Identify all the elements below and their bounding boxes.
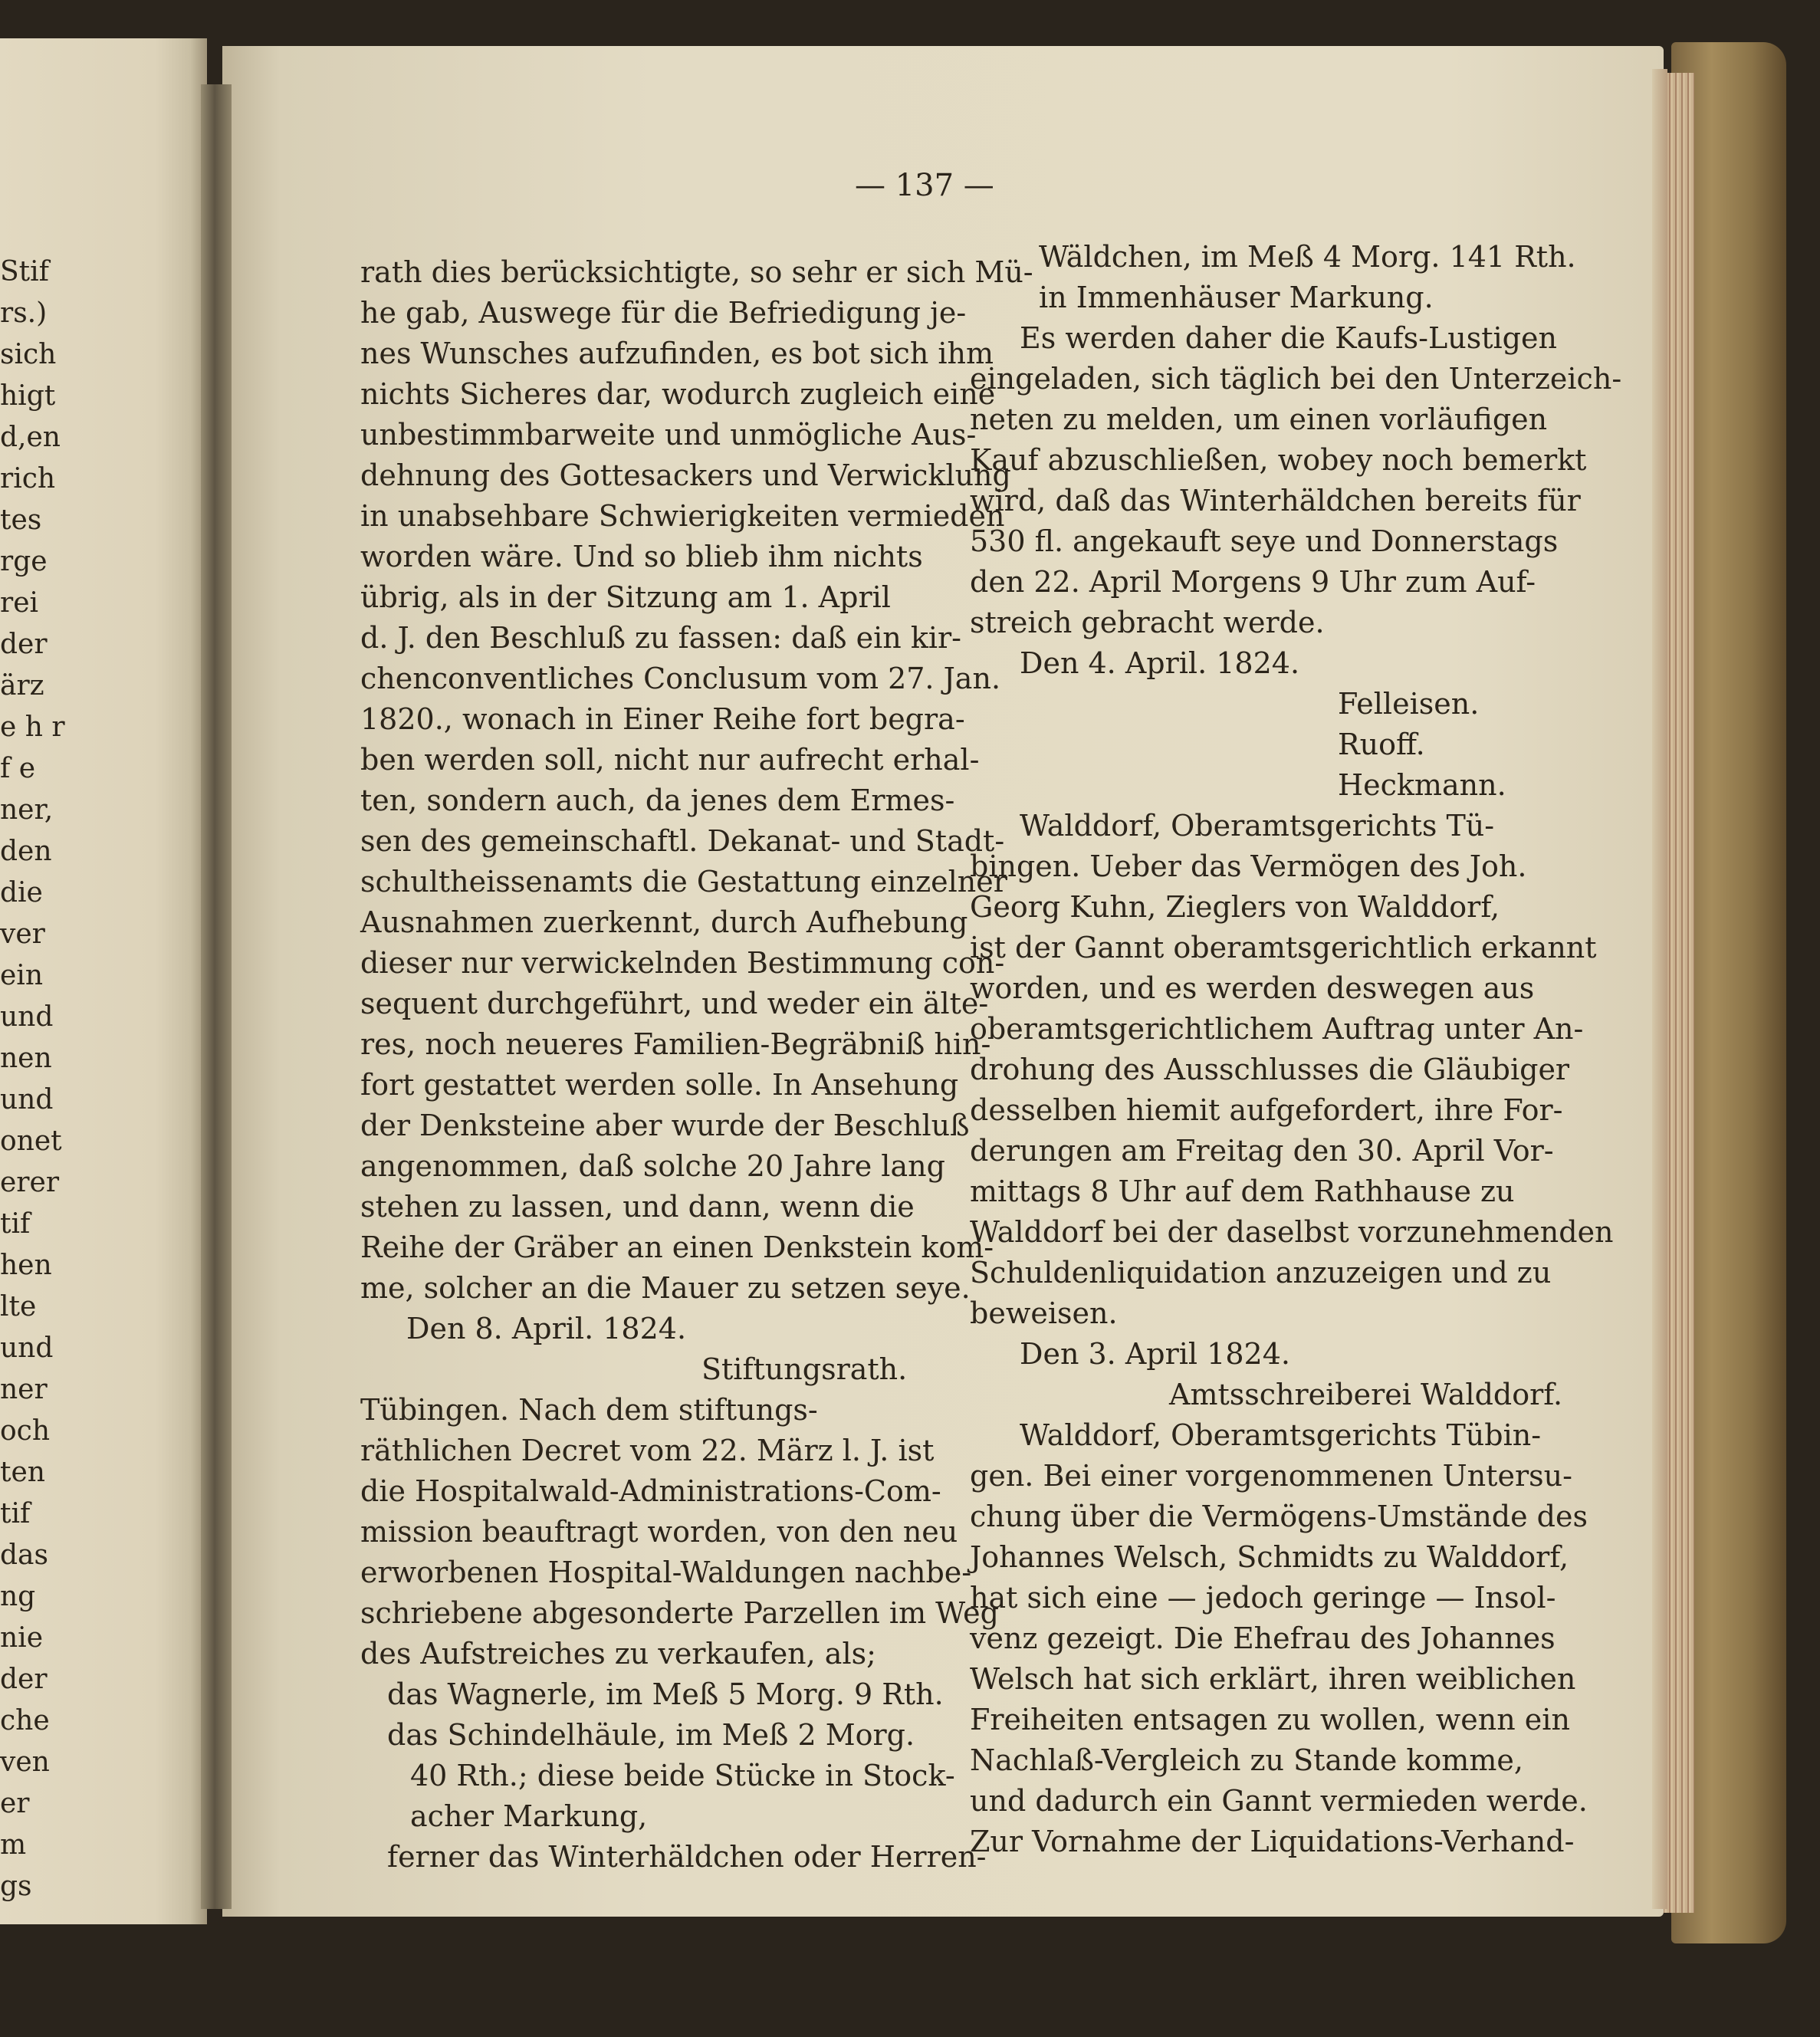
margin-fragment: ner,: [0, 794, 54, 826]
margin-fragment: nie: [0, 1622, 44, 1654]
margin-fragment: higt: [0, 380, 56, 412]
right-column-line: derungen am Freitag den 30. April Vor-: [970, 1134, 1554, 1168]
left-column-line: sen des gemeinschaftl. Dekanat- und Stadt-: [360, 824, 1005, 858]
right-column-line: beweisen.: [970, 1296, 1118, 1330]
margin-fragment: sich: [0, 339, 57, 370]
right-column-line: und dadurch ein Gannt vermieden werde.: [970, 1784, 1588, 1818]
margin-fragment: che: [0, 1705, 50, 1736]
right-column-line: Welsch hat sich erklärt, ihren weiblichen: [970, 1662, 1576, 1696]
margin-fragment: ten: [0, 1457, 45, 1488]
left-column-line: Reihe der Gräber an einen Denkstein kom-: [360, 1230, 994, 1264]
left-column-line: räthlichen Decret vom 22. März l. J. ist: [360, 1434, 935, 1467]
margin-fragment: und: [0, 1001, 54, 1033]
left-column-line: das Wagnerle, im Meß 5 Morg. 9 Rth.: [387, 1677, 944, 1711]
right-column-dateline: Den 3. April 1824.: [1020, 1337, 1290, 1371]
right-column-line: hat sich eine — jedoch geringe — Insol-: [970, 1581, 1556, 1615]
margin-fragment: der: [0, 629, 48, 660]
margin-fragment: und: [0, 1332, 54, 1364]
right-column-line: Es werden daher die Kaufs-Lustigen: [1020, 321, 1557, 355]
left-column-line: Tübingen. Nach dem stiftungs-: [360, 1393, 818, 1427]
left-column-dateline: Den 8. April. 1824.: [406, 1312, 687, 1345]
page-number: — 137 —: [855, 168, 994, 203]
right-column-line: Nachlaß-Vergleich zu Stande komme,: [970, 1743, 1523, 1777]
left-column-line: he gab, Auswege für die Befriedigung je-: [360, 296, 967, 330]
left-column-line: 1820., wonach in Einer Reihe fort begra-: [360, 702, 965, 736]
margin-fragment: die: [0, 877, 43, 908]
right-column-line: Zur Vornahme der Liquidations-Verhand-: [970, 1825, 1575, 1858]
left-column-line: d. J. den Beschluß zu fassen: daß ein kir-: [360, 621, 962, 655]
margin-fragment: f e: [0, 753, 36, 784]
right-column-signature: Amtsschreiberei Walddorf.: [1169, 1378, 1563, 1411]
right-column-line: streich gebracht werde.: [970, 606, 1325, 639]
left-column-line: dehnung des Gottesackers und Verwicklung: [360, 458, 1011, 492]
left-column-line: mission beauftragt worden, von den neu: [360, 1515, 958, 1549]
right-column-line: chung über die Vermögens-Umstände des: [970, 1500, 1588, 1533]
right-column-line: Freiheiten entsagen zu wollen, wenn ein: [970, 1703, 1570, 1736]
right-column-line: Kauf abzuschließen, wobey noch bemerkt: [970, 443, 1587, 477]
left-column-line: angenommen, daß solche 20 Jahre lang: [360, 1149, 945, 1183]
margin-fragment: tes: [0, 504, 42, 536]
right-column-line: venz gezeigt. Die Ehefrau des Johannes: [970, 1621, 1556, 1655]
left-column-line: dieser nur verwickelnden Bestimmung con-: [360, 946, 1005, 980]
left-column-line: res, noch neueres Familien-Begräbniß hin-: [360, 1027, 991, 1061]
left-column-line: acher Markung,: [410, 1799, 648, 1833]
right-column-line: wird, daß das Winterhäldchen bereits für: [970, 484, 1581, 517]
left-column-line: ben werden soll, nicht nur aufrecht erhal-: [360, 743, 980, 777]
right-column-line: drohung des Ausschlusses die Gläubiger: [970, 1053, 1570, 1086]
margin-fragment: erer: [0, 1167, 60, 1198]
right-column-line: mittags 8 Uhr auf dem Rathhause zu: [970, 1175, 1515, 1208]
right-column-line: oberamtsgerichtlichem Auftrag unter An-: [970, 1012, 1584, 1046]
right-column-signature: Ruoff.: [1338, 728, 1425, 761]
margin-fragment: rge: [0, 546, 48, 577]
margin-fragment: ärz: [0, 670, 44, 701]
left-column-line: die Hospitalwald-Administrations-Com-: [360, 1474, 941, 1508]
left-column-line: nichts Sicheres dar, wodurch zugleich eine: [360, 377, 996, 411]
left-column-line: der Denksteine aber wurde der Beschluß: [360, 1109, 970, 1142]
left-column-line: unbestimmbarweite und unmögliche Aus-: [360, 418, 977, 452]
book-gutter: [201, 84, 232, 1909]
right-column-signature: Felleisen.: [1338, 687, 1480, 721]
margin-fragment: ein: [0, 960, 44, 991]
right-column-line: ist der Gannt oberamtsgerichtlich erkannt: [970, 931, 1597, 964]
left-column-line: 40 Rth.; diese beide Stücke in Stock-: [410, 1759, 955, 1792]
right-column-line: bingen. Ueber das Vermögen des Joh.: [970, 849, 1527, 883]
right-page-edge: [1652, 69, 1667, 1909]
right-column-line: Georg Kuhn, Zieglers von Walddorf,: [970, 890, 1500, 924]
margin-fragment: onet: [0, 1125, 62, 1157]
margin-fragment: gs: [0, 1871, 32, 1902]
right-column-line: Walddorf, Oberamtsgerichts Tübin-: [1020, 1418, 1542, 1452]
right-column-line: 530 fl. angekauft seye und Donnerstags: [970, 524, 1559, 558]
left-column-line: erworbenen Hospital-Waldungen nachbe-: [360, 1556, 972, 1589]
left-column-line: sequent durchgeführt, und weder ein älte-: [360, 987, 989, 1020]
margin-fragment: och: [0, 1415, 51, 1447]
left-column-line: stehen zu lassen, und dann, wenn die: [360, 1190, 915, 1224]
margin-fragment: tif: [0, 1498, 31, 1529]
left-column-line: übrig, als in der Sitzung am 1. April: [360, 580, 891, 614]
margin-fragment: m: [0, 1829, 27, 1861]
right-column-line: gen. Bei einer vorgenommenen Untersu-: [970, 1459, 1572, 1493]
left-column-line: worden wäre. Und so blieb ihm nichts: [360, 540, 923, 573]
margin-fragment: rs.): [0, 297, 48, 329]
left-column-line: das Schindelhäule, im Meß 2 Morg.: [387, 1718, 915, 1752]
right-column-signature: Heckmann.: [1338, 768, 1506, 802]
margin-fragment: d,en: [0, 422, 61, 453]
left-column-line: ten, sondern auch, da jenes dem Ermes-: [360, 784, 955, 817]
left-column-line: Ausnahmen zuerkennt, durch Aufhebung: [360, 905, 968, 939]
left-column-line: schultheissenamts die Gestattung einzelner: [360, 865, 1007, 899]
margin-fragment: ner: [0, 1374, 48, 1405]
margin-fragment: rei: [0, 587, 39, 619]
margin-fragment: nen: [0, 1043, 52, 1074]
margin-fragment: den: [0, 836, 52, 867]
margin-fragment: lte: [0, 1291, 37, 1322]
left-column-line: des Aufstreiches zu verkaufen, als;: [360, 1637, 876, 1671]
right-column-line: desselben hiemit aufgefordert, ihre For-: [970, 1093, 1563, 1127]
margin-fragment: ven: [0, 1746, 50, 1778]
right-column-line: Wäldchen, im Meß 4 Morg. 141 Rth.: [1039, 240, 1576, 274]
margin-fragment: tif: [0, 1208, 31, 1240]
margin-fragment: rich: [0, 463, 56, 494]
left-column-line: schriebene abgesonderte Parzellen im Weg: [360, 1596, 999, 1630]
margin-fragment: ver: [0, 918, 45, 950]
margin-fragment: ng: [0, 1581, 36, 1612]
left-column-line: chenconventliches Conclusum vom 27. Jan.: [360, 662, 1001, 695]
left-column-line: in unabsehbare Schwierigkeiten vermieden: [360, 499, 1005, 533]
right-column-line: den 22. April Morgens 9 Uhr zum Auf-: [970, 565, 1536, 599]
margin-fragment: hen: [0, 1250, 52, 1281]
right-column-line: worden, und es werden deswegen aus: [970, 971, 1535, 1005]
margin-fragment: der: [0, 1664, 48, 1695]
margin-fragment: das: [0, 1539, 48, 1571]
right-column-line: Walddorf bei der daselbst vorzunehmenden: [970, 1215, 1614, 1249]
left-column-line: me, solcher an die Mauer zu setzen seye.: [360, 1271, 971, 1305]
left-column-line: fort gestattet werden solle. In Ansehung: [360, 1068, 959, 1102]
right-column-line: eingeladen, sich täglich bei den Unterzeich-: [970, 362, 1622, 396]
margin-fragment: und: [0, 1084, 54, 1115]
margin-fragment: er: [0, 1788, 30, 1819]
margin-fragment: Stif: [0, 256, 49, 287]
right-column-line: neten zu melden, um einen vorläufigen: [970, 402, 1548, 436]
left-column-signature: Stiftungsrath.: [701, 1352, 908, 1386]
margin-fragment: e h r: [0, 711, 65, 743]
left-column-line: ferner das Winterhäldchen oder Herren-: [387, 1840, 987, 1874]
right-column-line: Walddorf, Oberamtsgerichts Tü-: [1020, 809, 1495, 843]
right-column-line: in Immenhäuser Markung.: [1039, 281, 1434, 314]
left-column-line: nes Wunsches aufzufinden, es bot sich ihm: [360, 337, 994, 370]
right-column-line: Schuldenliquidation anzuzeigen und zu: [970, 1256, 1552, 1290]
right-column-line: Johannes Welsch, Schmidts zu Walddorf,: [970, 1540, 1569, 1574]
left-column-line: rath dies berücksichtigte, so sehr er sich Mü-: [360, 255, 1033, 289]
right-column-dateline: Den 4. April. 1824.: [1020, 646, 1300, 680]
